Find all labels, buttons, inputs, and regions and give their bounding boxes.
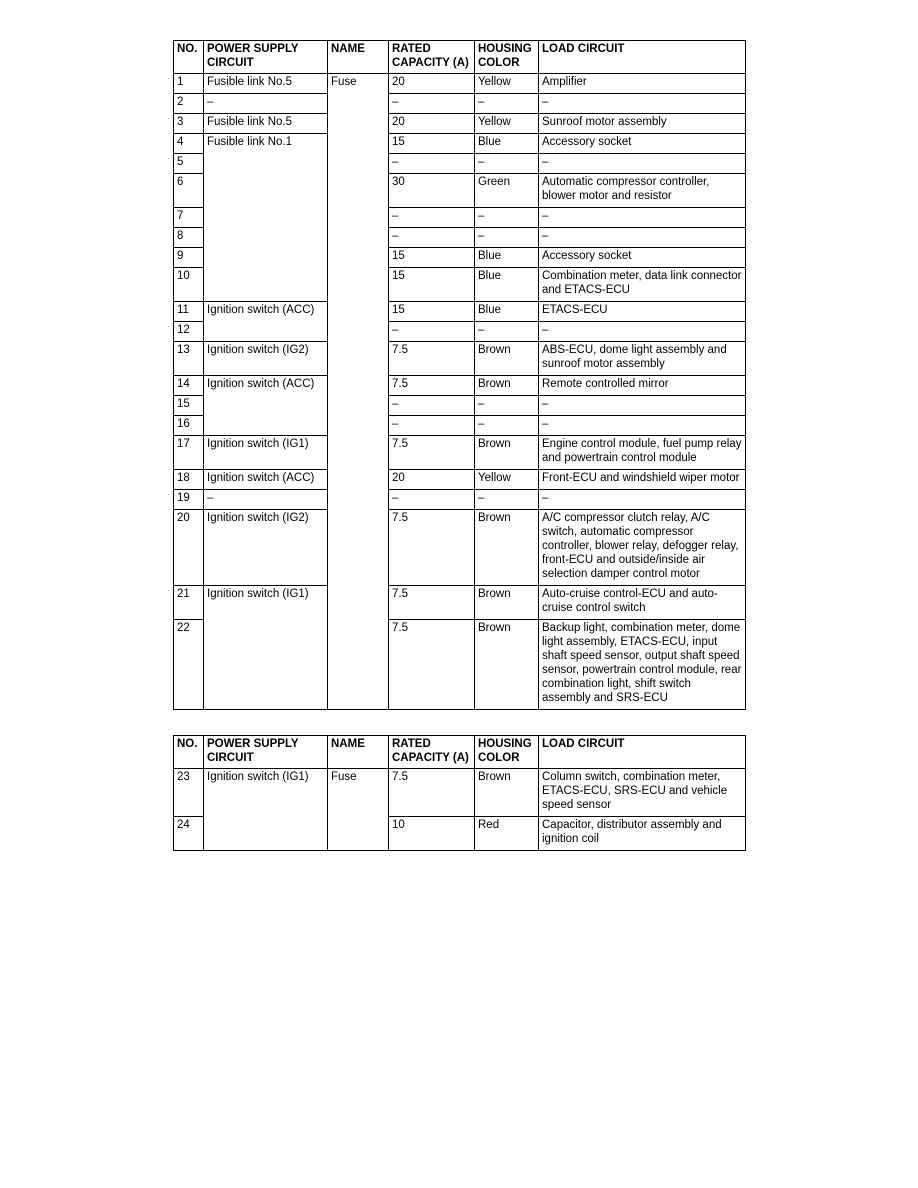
cell-housing-color: Brown [475,376,539,396]
cell-load-circuit: Backup light, combination meter, dome light assembly, ETACS-ECU, input shaft speed sensor, output shaft speed sensor, powertrain control module, rear combination light, shift switch assembly and SRS-ECU [539,620,746,710]
cell-no: 24 [174,817,204,851]
header-housing-color: HOUSING COLOR [475,41,539,74]
cell-no: 11 [174,302,204,322]
cell-load-circuit: Front-ECU and windshield wiper motor [539,470,746,490]
cell-power-supply: Fusible link No.5 [204,114,328,134]
cell-load-circuit: – [539,396,746,416]
table-row [174,510,746,586]
cell-housing-color: Brown [475,436,539,470]
cell-load-circuit: – [539,490,746,510]
cell-rated-capacity: – [389,154,475,174]
cell-rated-capacity: 7.5 [389,436,475,470]
cell-load-circuit: – [539,322,746,342]
cell-power-supply: Ignition switch (ACC) [204,302,328,342]
cell-power-supply: – [204,94,328,114]
table-row [174,114,746,134]
cell-no: 1 [174,74,204,94]
table-row [174,94,746,114]
cell-housing-color: Brown [475,586,539,620]
cell-housing-color: Red [475,817,539,851]
table-row [174,342,746,376]
header-name: NAME [328,736,389,769]
cell-load-circuit: ABS-ECU, dome light assembly and sunroof motor assembly [539,342,746,376]
cell-no: 21 [174,586,204,620]
header-rated-capacity: RATED CAPACITY (A) [389,41,475,74]
cell-rated-capacity: 7.5 [389,769,475,817]
table-row [174,376,746,396]
cell-rated-capacity: 20 [389,74,475,94]
cell-housing-color: Yellow [475,114,539,134]
cell-no: 22 [174,620,204,710]
cell-rated-capacity: 7.5 [389,586,475,620]
cell-housing-color: Green [475,174,539,208]
cell-rated-capacity: – [389,94,475,114]
cell-name: Fuse [328,769,389,851]
cell-no: 12 [174,322,204,342]
cell-no: 23 [174,769,204,817]
cell-rated-capacity: 20 [389,114,475,134]
header-power-supply: POWER SUPPLY CIRCUIT [204,736,328,769]
header-no: NO. [174,736,204,769]
cell-rated-capacity: 15 [389,248,475,268]
cell-load-circuit: – [539,94,746,114]
cell-load-circuit: Column switch, combination meter, ETACS-ECU, SRS-ECU and vehicle speed sensor [539,769,746,817]
cell-housing-color: Brown [475,620,539,710]
cell-power-supply: – [204,490,328,510]
cell-housing-color: Yellow [475,74,539,94]
cell-power-supply: Ignition switch (ACC) [204,470,328,490]
cell-power-supply: Ignition switch (ACC) [204,376,328,436]
cell-housing-color: Blue [475,248,539,268]
header-row [174,41,746,74]
cell-no: 8 [174,228,204,248]
cell-housing-color: – [475,396,539,416]
cell-housing-color: Blue [475,268,539,302]
cell-no: 15 [174,396,204,416]
cell-load-circuit: Remote controlled mirror [539,376,746,396]
table-row [174,134,746,154]
cell-rated-capacity: 7.5 [389,510,475,586]
cell-load-circuit: Accessory socket [539,134,746,154]
cell-load-circuit: Accessory socket [539,248,746,268]
cell-rated-capacity: 20 [389,470,475,490]
fuse-table-1 [173,40,746,710]
cell-load-circuit: ETACS-ECU [539,302,746,322]
cell-load-circuit: – [539,208,746,228]
cell-housing-color: Brown [475,769,539,817]
fuse-table-2 [173,735,746,851]
cell-no: 4 [174,134,204,154]
cell-rated-capacity: – [389,228,475,248]
header-housing-color: HOUSING COLOR [475,736,539,769]
cell-load-circuit: – [539,416,746,436]
cell-power-supply: Ignition switch (IG1) [204,586,328,710]
fuse-table-2-body [174,769,746,851]
cell-no: 10 [174,268,204,302]
cell-rated-capacity: 7.5 [389,342,475,376]
cell-no: 18 [174,470,204,490]
cell-housing-color: – [475,416,539,436]
cell-no: 16 [174,416,204,436]
cell-load-circuit: Sunroof motor assembly [539,114,746,134]
cell-housing-color: – [475,228,539,248]
table-row [174,302,746,322]
cell-rated-capacity: – [389,490,475,510]
cell-rated-capacity: 30 [389,174,475,208]
cell-no: 13 [174,342,204,376]
table-row [174,74,746,94]
cell-power-supply: Ignition switch (IG1) [204,436,328,470]
cell-housing-color: – [475,154,539,174]
cell-rated-capacity: – [389,322,475,342]
cell-load-circuit: Automatic compressor controller, blower motor and resistor [539,174,746,208]
cell-housing-color: Yellow [475,470,539,490]
cell-no: 19 [174,490,204,510]
cell-power-supply: Ignition switch (IG2) [204,342,328,376]
cell-rated-capacity: 15 [389,302,475,322]
cell-no: 17 [174,436,204,470]
cell-power-supply: Ignition switch (IG2) [204,510,328,586]
cell-load-circuit: Engine control module, fuel pump relay and powertrain control module [539,436,746,470]
header-rated-capacity: RATED CAPACITY (A) [389,736,475,769]
cell-power-supply: Ignition switch (IG1) [204,769,328,851]
cell-rated-capacity: 7.5 [389,620,475,710]
cell-rated-capacity: 10 [389,817,475,851]
header-row [174,736,746,769]
cell-rated-capacity: 7.5 [389,376,475,396]
cell-housing-color: – [475,490,539,510]
cell-housing-color: Brown [475,342,539,376]
cell-no: 6 [174,174,204,208]
cell-no: 2 [174,94,204,114]
cell-load-circuit: – [539,228,746,248]
cell-housing-color: – [475,208,539,228]
header-no: NO. [174,41,204,74]
cell-housing-color: Blue [475,134,539,154]
header-name: NAME [328,41,389,74]
cell-housing-color: – [475,94,539,114]
cell-load-circuit: – [539,154,746,174]
table-row [174,490,746,510]
table-row [174,436,746,470]
cell-rated-capacity: – [389,416,475,436]
cell-rated-capacity: 15 [389,268,475,302]
cell-power-supply: Fusible link No.5 [204,74,328,94]
cell-rated-capacity: 15 [389,134,475,154]
cell-rated-capacity: – [389,396,475,416]
cell-load-circuit: Combination meter, data link connector and ETACS-ECU [539,268,746,302]
header-load-circuit: LOAD CIRCUIT [539,41,746,74]
cell-no: 14 [174,376,204,396]
cell-no: 3 [174,114,204,134]
table-row [174,586,746,620]
cell-name: Fuse [328,74,389,710]
table-row [174,470,746,490]
cell-housing-color: Blue [475,302,539,322]
cell-housing-color: – [475,322,539,342]
cell-no: 5 [174,154,204,174]
fuse-table-1-body [174,74,746,710]
table-row [174,769,746,817]
cell-no: 9 [174,248,204,268]
cell-no: 7 [174,208,204,228]
header-power-supply: POWER SUPPLY CIRCUIT [204,41,328,74]
header-load-circuit: LOAD CIRCUIT [539,736,746,769]
cell-no: 20 [174,510,204,586]
cell-load-circuit: Auto-cruise control-ECU and auto-cruise control switch [539,586,746,620]
cell-rated-capacity: – [389,208,475,228]
cell-housing-color: Brown [475,510,539,586]
cell-power-supply: Fusible link No.1 [204,134,328,302]
cell-load-circuit: Amplifier [539,74,746,94]
cell-load-circuit: A/C compressor clutch relay, A/C switch, automatic compressor controller, blower relay, defogger relay, front-ECU and outside/inside air selection damper control motor [539,510,746,586]
cell-load-circuit: Capacitor, distributor assembly and ignition coil [539,817,746,851]
